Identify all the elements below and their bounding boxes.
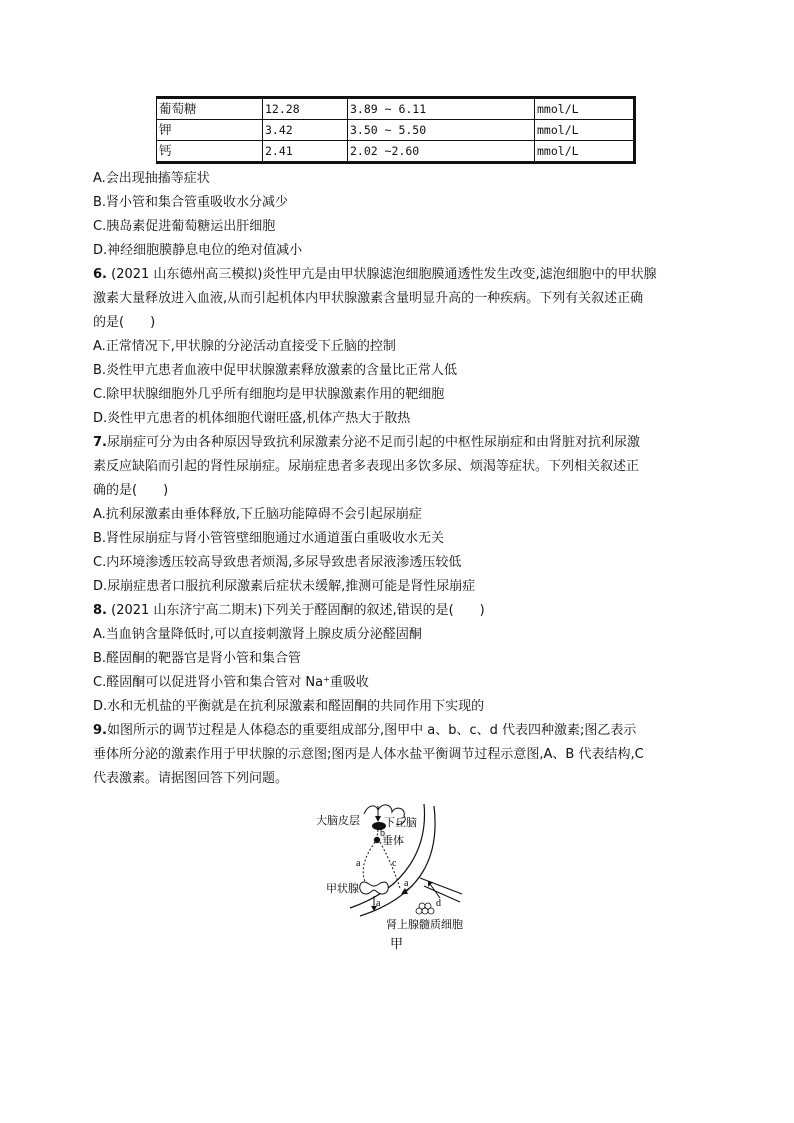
text-line — [93, 410, 410, 428]
text-line — [93, 554, 461, 572]
table-cell: 12.28 — [263, 98, 348, 120]
label-d: d — [436, 898, 441, 909]
line-text: D.尿崩症患者口服抗利尿激素后症状未缓解,推测可能是肾性尿崩症 — [93, 579, 476, 594]
line-text: 垂体所分泌的激素作用于甲状腺的示意图;图丙是人体水盐平衡调节过程示意图,A、B 代表结构,C — [93, 747, 644, 762]
line-text: C.胰岛素促进葡萄糖运出肝细胞 — [93, 219, 276, 234]
line-text: D.炎性甲亢患者的机体细胞代谢旺盛,机体产热大于散热 — [93, 411, 411, 426]
table-cell: mmol/L — [535, 120, 635, 141]
label-a-right: a — [404, 878, 409, 889]
text-line — [93, 314, 155, 332]
line-text: (2021 山东德州高三模拟)炎性甲亢是由甲状腺滤泡细胞膜通透性发生改变,滤泡细胞中的甲状腺 — [106, 267, 657, 282]
text-line — [93, 266, 657, 284]
text-line — [93, 698, 484, 716]
text-line — [93, 218, 275, 236]
label-a-lower: a — [376, 898, 381, 909]
text-line — [93, 650, 301, 668]
line-text: 激素大量释放进入血液,从而引起机体内甲状腺激素含量明显升高的一种疾病。下列有关叙述正确 — [93, 291, 644, 306]
pituitary-label: 垂体 — [382, 835, 404, 847]
label-a-upper: a — [356, 858, 361, 869]
text-line — [93, 506, 422, 524]
line-text: A.正常情况下,甲状腺的分泌活动直接受下丘脑的控制 — [93, 339, 396, 354]
text-line — [93, 194, 288, 212]
table-row — [157, 120, 635, 141]
question-number: 6. — [93, 267, 107, 282]
text-line — [93, 170, 210, 188]
text-line — [93, 722, 636, 740]
hypothalamus-label: 下丘脑 — [384, 817, 417, 829]
text-line — [93, 482, 168, 500]
line-text: B.炎性甲亢患者血液中促甲状腺激素释放激素的含量比正常人低 — [93, 363, 458, 378]
text-line — [93, 578, 475, 596]
diagram-caption: 甲 — [390, 936, 404, 951]
line-text: 如图所示的调节过程是人体稳态的重要组成部分,图甲中 a、b、c、d 代表四种激素;图乙表示 — [106, 723, 637, 738]
cortex-label: 大脑皮层 — [316, 815, 360, 827]
adrenal-duct — [420, 878, 462, 902]
line-text: C.醛固酮可以促进肾小管和集合管对 Na⁺重吸收 — [93, 675, 369, 690]
line-text: A.抗利尿激素由垂体释放,下丘脑功能障碍不会引起尿崩症 — [93, 507, 422, 522]
hormone-a-path — [363, 842, 375, 884]
line-text: D.水和无机盐的平衡就是在抗利尿激素和醛固酮的共同作用下实现的 — [93, 699, 485, 714]
table-row — [157, 98, 635, 120]
text-line — [93, 530, 444, 548]
line-text: A.会出现抽搐等症状 — [93, 171, 210, 186]
label-c: c — [392, 858, 397, 869]
adrenal-cells-shape — [416, 903, 434, 914]
text-line — [93, 458, 639, 476]
text-line — [93, 338, 396, 356]
text-line — [93, 674, 369, 692]
line-text: A.当血钠含量降低时,可以直接刺激肾上腺皮质分泌醛固酮 — [93, 627, 422, 642]
text-line — [93, 362, 457, 380]
thyroid-label: 甲状腺 — [326, 883, 359, 895]
line-text: B.肾小管和集合管重吸收水分减少 — [93, 195, 289, 210]
line-text: D.神经细胞膜静息电位的绝对值减小 — [93, 243, 303, 258]
table-cell: mmol/L — [535, 98, 635, 120]
line-text: (2021 山东济宁高二期末)下列关于醛固酮的叙述,错误的是( ) — [106, 603, 485, 618]
text-line — [93, 242, 302, 260]
text-line — [93, 602, 485, 620]
text-line — [93, 626, 422, 644]
line-text: C.除甲状腺细胞外几乎所有细胞均是甲状腺激素作用的靶细胞 — [93, 387, 445, 402]
text-line — [93, 746, 644, 764]
line-text: B.醛固酮的靶器官是肾小管和集合管 — [93, 651, 302, 666]
text-line — [93, 770, 288, 788]
line-text: 的是( ) — [93, 315, 156, 330]
table-cell: 钾 — [157, 120, 263, 141]
table-row — [157, 141, 635, 163]
line-text: 确的是( ) — [93, 483, 169, 498]
text-line — [93, 386, 444, 404]
question-number: 7. — [93, 435, 107, 450]
thyroid-shape — [360, 882, 389, 894]
label-b: b — [380, 828, 385, 839]
table-cell: 2.02 ~2.60 — [348, 141, 535, 163]
table-cell: 葡萄糖 — [157, 98, 263, 120]
text-line — [93, 434, 640, 452]
adrenal-label: 肾上腺髓质细胞 — [386, 919, 463, 931]
table-cell: 3.50 ~ 5.50 — [348, 120, 535, 141]
table-cell: 钙 — [157, 141, 263, 163]
lab-values-table — [156, 96, 636, 164]
text-line — [93, 290, 643, 308]
question-number: 8. — [93, 603, 107, 618]
line-text: C.内环境渗透压较高导致患者烦渴,多尿导致患者尿液渗透压较低 — [93, 555, 462, 570]
line-text: 素反应缺陷而引起的肾性尿崩症。尿崩症患者多表现出多饮多尿、烦渴等症状。下列相关叙述正 — [93, 459, 640, 474]
table-cell: 3.89 ~ 6.11 — [348, 98, 535, 120]
line-text: 尿崩症可分为由各种原因导致抗利尿激素分泌不足而引起的中枢性尿崩症和由肾脏对抗利尿激 — [106, 435, 640, 450]
table-cell: mmol/L — [535, 141, 635, 163]
line-text: 代表激素。请据图回答下列问题。 — [93, 771, 289, 786]
regulation-diagram — [312, 796, 512, 956]
line-text: B.肾性尿崩症与肾小管管壁细胞通过水通道蛋白重吸收水无关 — [93, 531, 445, 546]
question-number: 9. — [93, 723, 107, 738]
table-cell: 2.41 — [263, 141, 348, 163]
table-cell: 3.42 — [263, 120, 348, 141]
